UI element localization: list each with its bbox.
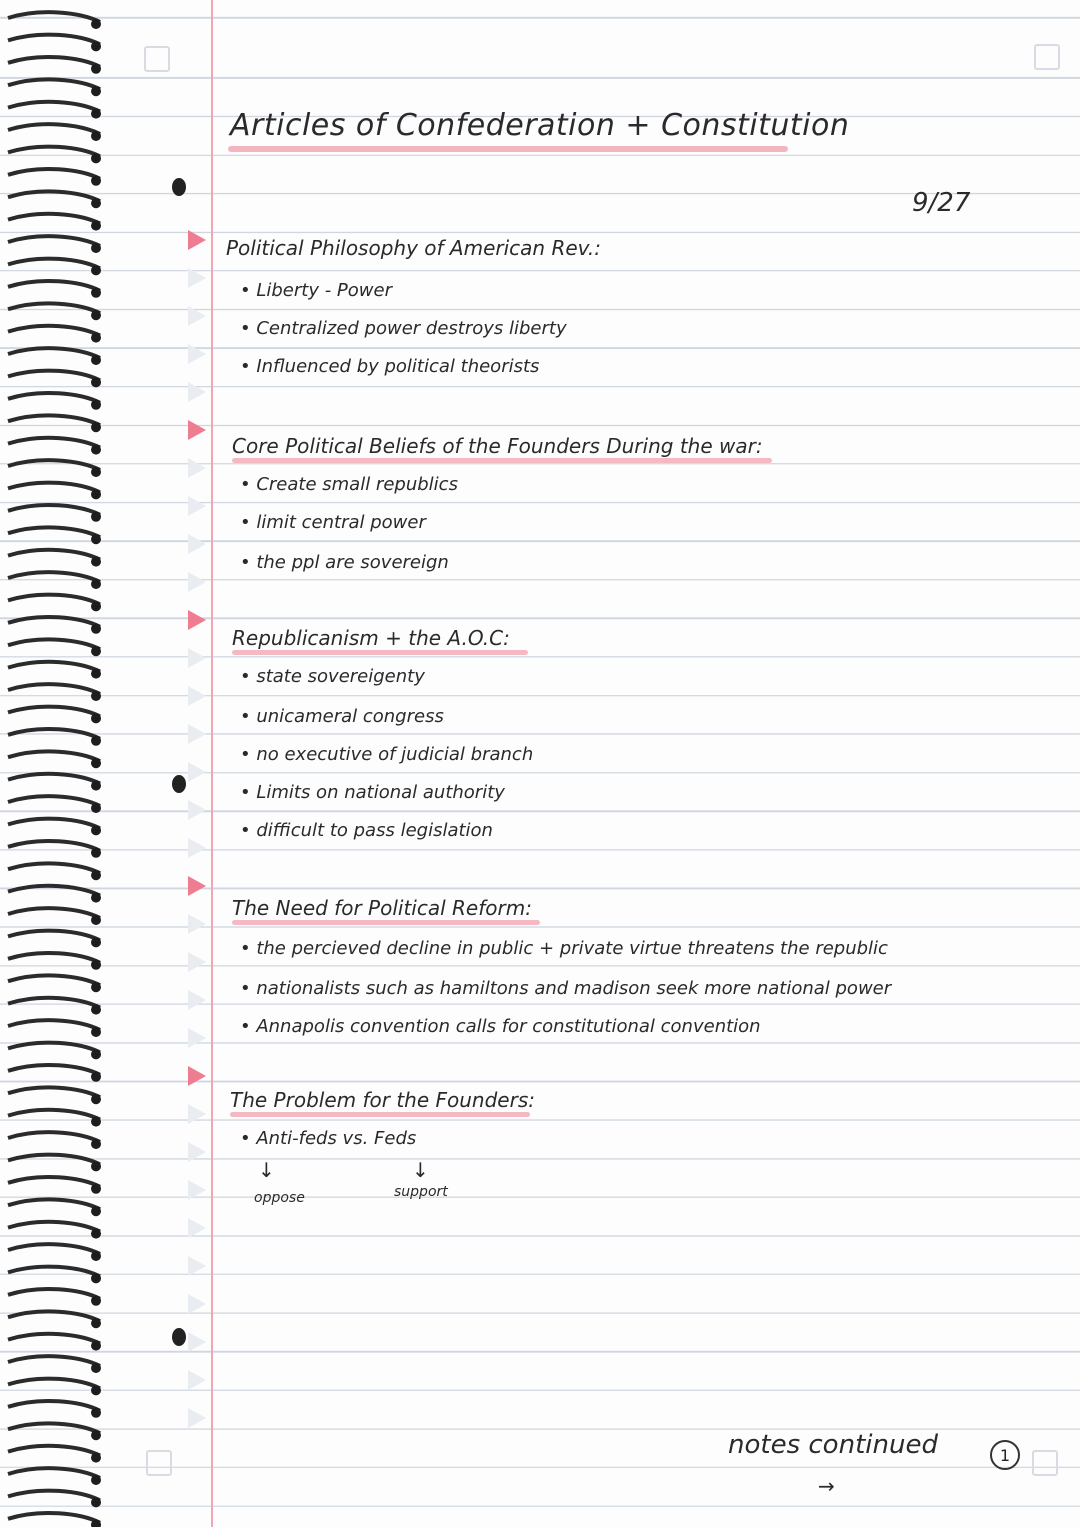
spiral-coil: [8, 147, 100, 157]
spiral-ring: [91, 131, 101, 141]
spiral-coil: [8, 505, 100, 515]
tab-triangle: [188, 838, 206, 858]
section-heading: Political Philosophy of American Rev.:: [226, 236, 601, 260]
spiral-ring: [91, 1094, 101, 1104]
tab-triangle: [188, 268, 206, 288]
spiral-coil: [8, 1267, 100, 1277]
spiral-ring: [91, 534, 101, 544]
spiral-coil: [8, 1043, 100, 1053]
spiral-ring: [91, 333, 101, 343]
spiral-ring: [91, 1385, 101, 1395]
spiral-coil: [8, 236, 100, 246]
spiral-coil: [8, 415, 100, 425]
list-item: • Influenced by political theorists: [240, 356, 540, 377]
down-arrow: ↓: [258, 1158, 275, 1182]
spiral-ring: [91, 1497, 101, 1507]
spiral-ring: [91, 758, 101, 768]
title-highlight: [228, 146, 788, 152]
heading-highlight: [232, 458, 772, 463]
spiral-ring: [91, 153, 101, 163]
spiral-ring: [91, 1318, 101, 1328]
list-item: • state sovereigenty: [240, 666, 425, 687]
spiral-ring: [91, 1184, 101, 1194]
spiral-coil: [8, 1468, 100, 1478]
spiral-coil: [8, 169, 100, 179]
spiral-ring: [91, 1453, 101, 1463]
spiral-coil: [8, 998, 100, 1008]
list-item: • unicameral congress: [240, 706, 444, 727]
tab-triangle: [188, 1256, 206, 1276]
punch-hole: [172, 775, 186, 793]
tab-triangle: [188, 762, 206, 782]
corner-mark-top-right: [1034, 44, 1060, 70]
spiral-ring: [91, 781, 101, 791]
spiral-ring: [91, 445, 101, 455]
spiral-coil: [8, 1065, 100, 1075]
tab-triangle: [188, 230, 206, 250]
spiral-coil: [8, 841, 100, 851]
spiral-ring: [91, 557, 101, 567]
spiral-coil: [8, 662, 100, 672]
list-item: • limit central power: [240, 512, 426, 533]
tab-triangle: [188, 686, 206, 706]
list-item: • Liberty - Power: [240, 280, 392, 301]
spiral-coil: [8, 393, 100, 403]
spiral-coil: [8, 1289, 100, 1299]
spiral-coil: [8, 214, 100, 224]
section-heading: Republicanism + the A.O.C:: [232, 626, 510, 650]
tab-triangle: [188, 1408, 206, 1428]
corner-mark-bottom-right: [1032, 1450, 1058, 1476]
spiral-ring: [91, 1072, 101, 1082]
spiral-ring: [91, 221, 101, 231]
spiral-ring: [91, 41, 101, 51]
spiral-coil: [8, 527, 100, 537]
tab-triangle: [188, 572, 206, 592]
spiral-coil: [8, 1423, 100, 1433]
spiral-ring: [91, 713, 101, 723]
tab-triangle: [188, 382, 206, 402]
list-item: • Centralized power destroys liberty: [240, 318, 567, 339]
down-arrow: ↓: [412, 1158, 429, 1182]
spiral-ring: [91, 1229, 101, 1239]
spiral-ring: [91, 288, 101, 298]
spiral-coil: [8, 438, 100, 448]
spiral-binding: [0, 0, 110, 1527]
spiral-coil: [8, 1222, 100, 1232]
tab-triangle: [188, 990, 206, 1010]
tab-triangle: [188, 648, 206, 668]
spiral-ring: [91, 310, 101, 320]
spiral-coil: [8, 303, 100, 313]
spiral-ring: [91, 825, 101, 835]
spiral-coil: [8, 572, 100, 582]
heading-highlight: [230, 1112, 530, 1117]
tab-triangle: [188, 1180, 206, 1200]
sub-label-oppose: oppose: [254, 1190, 305, 1206]
list-item: • the ppl are sovereign: [240, 552, 449, 573]
spiral-ring: [91, 489, 101, 499]
spiral-ring: [91, 1430, 101, 1440]
spiral-coil: [8, 1401, 100, 1411]
tab-triangle: [188, 1332, 206, 1352]
spiral-coil: [8, 729, 100, 739]
tab-triangle: [188, 1104, 206, 1124]
spiral-ring: [91, 669, 101, 679]
spiral-ring: [91, 198, 101, 208]
tab-triangle: [188, 1142, 206, 1162]
spiral-ring: [91, 691, 101, 701]
spiral-coil: [8, 774, 100, 784]
spiral-coil: [8, 371, 100, 381]
tab-triangle: [188, 610, 206, 630]
list-item: • nationalists such as hamiltons and madison seek more national power: [240, 978, 892, 999]
spiral-ring: [91, 1139, 101, 1149]
spiral-coil: [8, 1199, 100, 1209]
spiral-coil: [8, 550, 100, 560]
spiral-ring: [91, 870, 101, 880]
spiral-ring: [91, 624, 101, 634]
heading-highlight: [232, 650, 528, 655]
section-heading: The Need for Political Reform:: [232, 896, 532, 920]
spiral-coil: [8, 281, 100, 291]
spiral-coil: [8, 326, 100, 336]
list-item: • no executive of judicial branch: [240, 744, 534, 765]
list-item: • difficult to pass legislation: [240, 820, 493, 841]
spiral-coil: [8, 1334, 100, 1344]
spiral-coil: [8, 863, 100, 873]
spiral-ring: [91, 803, 101, 813]
spiral-coil: [8, 1110, 100, 1120]
spiral-coil: [8, 57, 100, 67]
spiral-ring: [91, 422, 101, 432]
spiral-coil: [8, 1356, 100, 1366]
spiral-ring: [91, 736, 101, 746]
spiral-ring: [91, 64, 101, 74]
tab-triangle: [188, 1218, 206, 1238]
spiral-coil: [8, 102, 100, 112]
tab-triangle: [188, 876, 206, 896]
spiral-ring: [91, 243, 101, 253]
spiral-ring: [91, 355, 101, 365]
spiral-ring: [91, 893, 101, 903]
spiral-coil: [8, 483, 100, 493]
spiral-coil: [8, 953, 100, 963]
spiral-ring: [91, 1005, 101, 1015]
spiral-coil: [8, 1155, 100, 1165]
tab-triangle: [188, 344, 206, 364]
spiral-ring: [91, 265, 101, 275]
spiral-coil: [8, 595, 100, 605]
spiral-ring: [91, 19, 101, 29]
spiral-ring: [91, 467, 101, 477]
spiral-coil: [8, 1446, 100, 1456]
spiral-coil: [8, 1244, 100, 1254]
page-title: Articles of Confederation + Constitution: [230, 108, 850, 143]
corner-mark-bottom-left: [146, 1450, 172, 1476]
notes-continued: notes continued: [728, 1430, 938, 1460]
spiral-ring: [91, 377, 101, 387]
spiral-ring: [91, 1049, 101, 1059]
tab-triangle: [188, 724, 206, 744]
spiral-coil: [8, 639, 100, 649]
heading-highlight: [232, 920, 540, 925]
spiral-ring: [91, 400, 101, 410]
spiral-ring: [91, 1161, 101, 1171]
spiral-ring: [91, 1027, 101, 1037]
spiral-ring: [91, 601, 101, 611]
continue-arrow-icon: →: [818, 1474, 835, 1498]
margin-line: [211, 0, 213, 1527]
spiral-coil: [8, 1132, 100, 1142]
spiral-ring: [91, 915, 101, 925]
tab-triangle: [188, 1028, 206, 1048]
punch-hole: [172, 1328, 186, 1346]
spiral-coil: [8, 819, 100, 829]
spiral-coil: [8, 1087, 100, 1097]
spiral-coil: [8, 975, 100, 985]
section-heading: The Problem for the Founders:: [230, 1088, 535, 1112]
spiral-coil: [8, 348, 100, 358]
spiral-coil: [8, 12, 100, 22]
spiral-ring: [91, 109, 101, 119]
spiral-ring: [91, 646, 101, 656]
spiral-coil: [8, 1020, 100, 1030]
list-item: • Anti-feds vs. Feds: [240, 1128, 417, 1149]
spiral-ring: [91, 960, 101, 970]
spiral-coil: [8, 259, 100, 269]
sub-label-support: support: [394, 1184, 448, 1200]
spiral-ring: [91, 1341, 101, 1351]
spiral-ring: [91, 176, 101, 186]
spiral-ring: [91, 1475, 101, 1485]
punch-hole: [172, 178, 186, 196]
spiral-coil: [8, 796, 100, 806]
spiral-ring: [91, 848, 101, 858]
spiral-coil: [8, 1491, 100, 1501]
spiral-coil: [8, 1513, 100, 1523]
spiral-coil: [8, 908, 100, 918]
spiral-coil: [8, 35, 100, 45]
page-date: 9/27: [912, 188, 971, 218]
tab-triangle: [188, 420, 206, 440]
spiral-ring: [91, 1363, 101, 1373]
list-item: • Limits on national authority: [240, 782, 505, 803]
tab-triangle: [188, 306, 206, 326]
list-item: • the percieved decline in public + private virtue threatens the republic: [240, 938, 888, 959]
spiral-ring: [91, 579, 101, 589]
spiral-ring: [91, 1408, 101, 1418]
section-heading: Core Political Beliefs of the Founders During the war:: [232, 434, 763, 458]
tab-triangle: [188, 1370, 206, 1390]
list-item: • Annapolis convention calls for constitutional convention: [240, 1016, 761, 1037]
spiral-ring: [91, 937, 101, 947]
tab-triangle: [188, 496, 206, 516]
spiral-coil: [8, 1379, 100, 1389]
tab-triangle: [188, 952, 206, 972]
spiral-ring: [91, 982, 101, 992]
tab-triangle: [188, 458, 206, 478]
spiral-ring: [91, 1117, 101, 1127]
spiral-ring: [91, 512, 101, 522]
spiral-ring: [91, 86, 101, 96]
spiral-coil: [8, 684, 100, 694]
spiral-coil: [8, 617, 100, 627]
page-number: 1: [990, 1440, 1020, 1470]
spiral-coil: [8, 931, 100, 941]
spiral-ring: [91, 1296, 101, 1306]
tab-triangle: [188, 534, 206, 554]
list-item: • Create small republics: [240, 474, 458, 495]
spiral-coil: [8, 751, 100, 761]
tab-triangle: [188, 914, 206, 934]
spiral-ring: [91, 1273, 101, 1283]
spiral-coil: [8, 886, 100, 896]
spiral-coil: [8, 460, 100, 470]
spiral-coil: [8, 707, 100, 717]
spiral-ring: [91, 1206, 101, 1216]
spiral-coil: [8, 191, 100, 201]
spiral-coil: [8, 1177, 100, 1187]
tab-triangle: [188, 800, 206, 820]
spiral-coil: [8, 79, 100, 89]
tab-triangle: [188, 1066, 206, 1086]
spiral-coil: [8, 1311, 100, 1321]
tab-triangle: [188, 1294, 206, 1314]
spiral-coil: [8, 124, 100, 134]
corner-mark-top-left: [144, 46, 170, 72]
spiral-ring: [91, 1251, 101, 1261]
